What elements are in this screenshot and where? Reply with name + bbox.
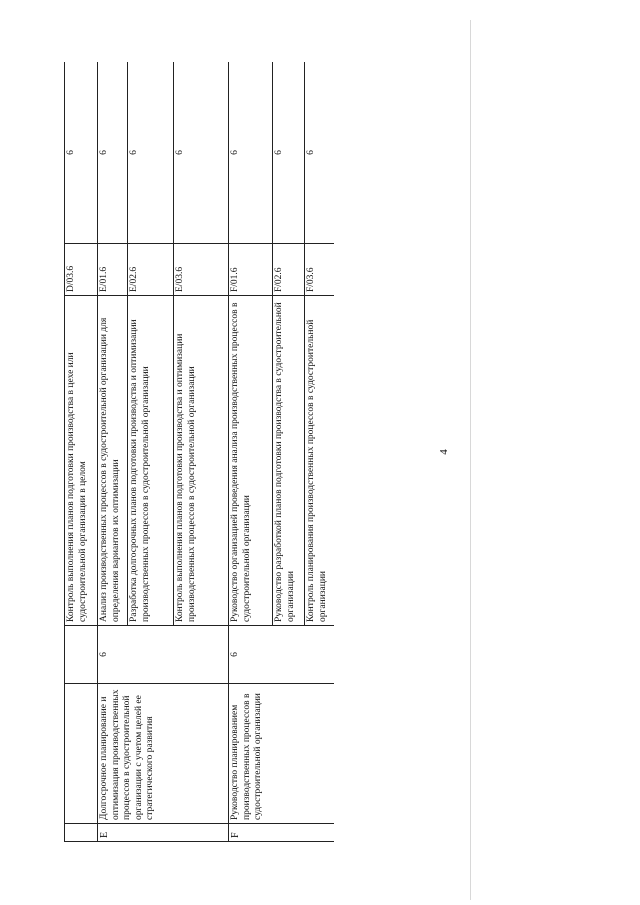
table-cell-function: Руководство разработкой планов подготовки производства в судостроительной организации: [273, 296, 305, 626]
table-cell-function-code: E/01.6: [98, 244, 128, 296]
table-cell-function: Анализ производственных процессов в судостроительной организации для определения вариантов их оптимизации: [98, 296, 128, 626]
table-cell-name: [65, 684, 98, 824]
table-cell-function: Контроль выполнения планов подготовки производства в цехе или судостроительной организации в целом: [65, 296, 98, 626]
table-cell-code: F: [229, 824, 335, 842]
table-row: [98, 62, 128, 842]
document-sheet: [64, 62, 334, 842]
table-cell-name: Руководство планированием производственных процессов в судостроительной организации: [229, 684, 335, 824]
table-cell-level: 6: [98, 626, 229, 684]
table-cell-function-code: F/03.6: [305, 244, 335, 296]
table-cell-function: Руководство организацией проведения анализа производственных процессов в судостроительной организации: [229, 296, 273, 626]
table-cell-function-code: D/03.6: [65, 244, 98, 296]
table-cell-function: Контроль планирования производственных процессов в судостроительной организации: [305, 296, 335, 626]
table-cell-function-level: 6: [65, 62, 98, 244]
table-cell-function-code: F/01.6: [229, 244, 273, 296]
table-cell-function-level: 6: [128, 62, 174, 244]
table-cell-function-level: 6: [273, 62, 305, 244]
table-cell-function-level: 6: [98, 62, 128, 244]
table-cell-function-level: 6: [229, 62, 273, 244]
table-cell-function: Контроль выполнения планов подготовки производства и оптимизации производственных процессов в судостроительной организации: [174, 296, 229, 626]
table-row: [65, 62, 98, 842]
table-cell-code: [65, 824, 98, 842]
table-cell-function-code: E/02.6: [128, 244, 174, 296]
table-cell-function-level: 6: [305, 62, 335, 244]
page-number: 4: [438, 449, 450, 455]
scan-edge-line: [470, 20, 471, 900]
table-row: [229, 62, 273, 842]
table-cell-level: [65, 626, 98, 684]
table-cell-code: E: [98, 824, 229, 842]
table-cell-level: 6: [229, 626, 335, 684]
rotated-table-wrapper: [64, 62, 334, 842]
table-cell-function: Разработка долгосрочных планов подготовки производства и оптимизации производственных процессов в судостроительной организации: [128, 296, 174, 626]
table-cell-function-level: 6: [174, 62, 229, 244]
functions-table: [64, 62, 334, 842]
table-cell-name: Долгосрочное планирование и оптимизация производственных процессов в судостроительной организации с учетом целей ее стратегического развития: [98, 684, 229, 824]
table-cell-function-code: F/02.6: [273, 244, 305, 296]
table-cell-function-code: E/03.6: [174, 244, 229, 296]
